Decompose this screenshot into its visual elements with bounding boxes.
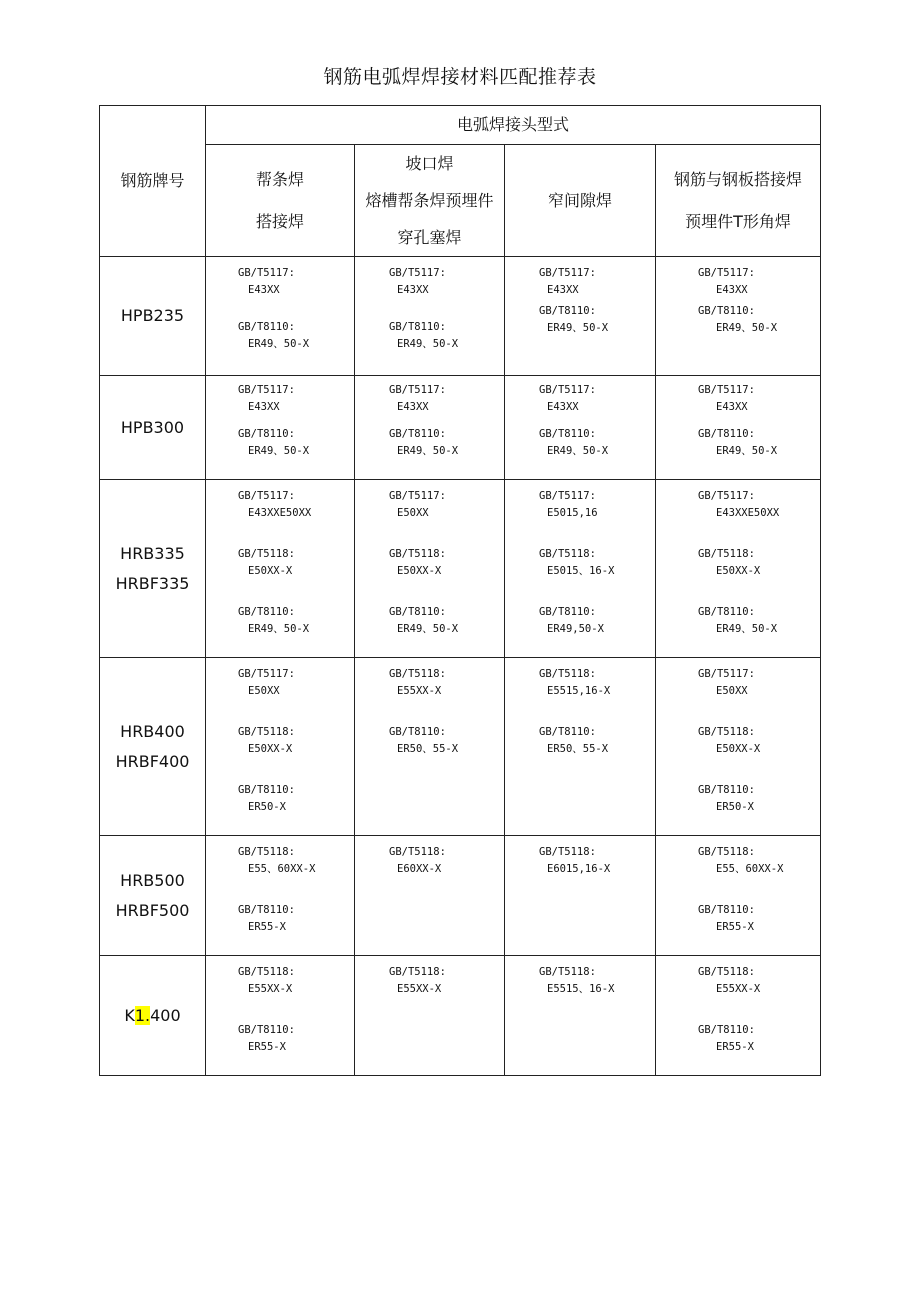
table-row: [100, 376, 821, 480]
material-grade: ER49、50-X: [248, 623, 310, 635]
material-entry: [505, 964, 614, 998]
material-cell: [656, 836, 821, 956]
material-grade: ER55-X: [248, 1041, 286, 1053]
material-entry: [206, 426, 309, 460]
material-entry: [355, 319, 458, 353]
material-grade: E5515,16-X: [547, 685, 611, 697]
material-entry: [656, 724, 760, 758]
standard-code: GB/T5118:: [698, 846, 755, 858]
joint-type-label: 窄间隙焊: [547, 190, 612, 210]
material-cell: [355, 658, 505, 836]
material-cell: [656, 956, 821, 1076]
standard-code: GB/T8110:: [389, 321, 446, 333]
material-entry: [355, 964, 446, 998]
material-grade: E43XXE50XX: [248, 507, 312, 519]
material-grade: ER49、50-X: [716, 623, 778, 635]
material-entry: [656, 265, 755, 299]
joint-type-group-label: 电弧焊接头型式: [457, 115, 570, 134]
table-row: [100, 257, 821, 376]
material-entry: [355, 382, 446, 416]
material-entry: [206, 1022, 295, 1056]
material-grade: E55、60XX-X: [716, 863, 784, 875]
material-entry: [355, 724, 458, 758]
standard-code: GB/T8110:: [698, 305, 755, 317]
page-title: 钢筋电弧焊焊接材料匹配推荐表: [323, 66, 597, 88]
standard-code: GB/T5117:: [698, 490, 755, 502]
material-grade: ER49、50-X: [547, 322, 609, 334]
standard-code: GB/T5117:: [389, 490, 446, 502]
standard-code: GB/T5118:: [389, 668, 446, 680]
material-grade: E50XX-X: [248, 743, 293, 755]
material-entry: [656, 604, 777, 638]
joint-type-label: 搭接焊: [255, 211, 304, 231]
material-grade: ER49、50-X: [248, 338, 310, 350]
standard-code: GB/T8110:: [389, 428, 446, 440]
standard-code: GB/T5118:: [539, 668, 596, 680]
standard-code: GB/T5118:: [539, 846, 596, 858]
standard-code: GB/T5118:: [238, 726, 295, 738]
material-grade: ER49、50-X: [397, 445, 459, 457]
material-entry: [355, 666, 446, 700]
material-entry: [656, 902, 755, 936]
material-entry: [656, 782, 755, 816]
standard-code: GB/T5118:: [238, 966, 295, 978]
material-entry: [206, 265, 295, 299]
grade-cell: [100, 658, 206, 836]
material-entry: [656, 303, 777, 337]
material-cell: [206, 836, 355, 956]
material-grade: ER55-X: [248, 921, 286, 933]
material-grade: ER49、50-X: [547, 445, 609, 457]
material-entry: [505, 382, 596, 416]
standard-code: GB/T5117:: [698, 668, 755, 680]
material-grade: E55XX-X: [248, 983, 293, 995]
material-grade: E43XX: [716, 284, 748, 296]
material-grade: E43XX: [248, 284, 280, 296]
material-entry: [505, 546, 614, 580]
material-grade: E43XX: [397, 401, 429, 413]
material-entry: [656, 382, 755, 416]
standard-code: GB/T8110:: [389, 726, 446, 738]
table-row: [100, 480, 821, 658]
joint-type-label: 熔槽帮条焊预埋件: [365, 191, 494, 210]
material-entry: [656, 1022, 755, 1056]
grade-column-header: [100, 106, 206, 257]
header-row: [100, 106, 821, 145]
material-cell: [206, 257, 355, 376]
standard-code: GB/T5117:: [389, 384, 446, 396]
standard-code: GB/T5117:: [539, 267, 596, 279]
material-grade: ER49、50-X: [397, 623, 459, 635]
material-cell: [355, 257, 505, 376]
standard-code: GB/T5118:: [389, 846, 446, 858]
material-grade: E55XX-X: [397, 685, 442, 697]
material-cell: [656, 376, 821, 480]
joint-type-label: 穿孔塞焊: [397, 228, 462, 247]
material-entry: [355, 488, 446, 522]
material-cell: [505, 480, 656, 658]
material-cell: [505, 658, 656, 836]
standard-code: GB/T8110:: [539, 428, 596, 440]
material-grade: E6015,16-X: [547, 863, 611, 875]
material-cell: [355, 480, 505, 658]
standard-code: GB/T5117:: [698, 384, 755, 396]
material-entry: [505, 488, 598, 522]
material-entry: [206, 546, 295, 580]
standard-code: GB/T8110:: [698, 606, 755, 618]
material-entry: [656, 844, 783, 878]
standard-code: GB/T5118:: [389, 966, 446, 978]
standard-code: GB/T8110:: [539, 726, 596, 738]
material-grade: E43XX: [397, 284, 429, 296]
material-cell: [206, 480, 355, 658]
material-grade: E43XXE50XX: [716, 507, 780, 519]
material-entry: [206, 724, 295, 758]
material-cell: [355, 956, 505, 1076]
standard-code: GB/T8110:: [539, 606, 596, 618]
standard-code: GB/T5118:: [698, 966, 755, 978]
table-row: [100, 836, 821, 956]
material-cell: [206, 956, 355, 1076]
material-grade: ER49、50-X: [716, 322, 778, 334]
material-grade: E50XX: [248, 685, 280, 697]
material-grade: E55XX-X: [716, 983, 761, 995]
material-entry: [206, 319, 309, 353]
material-cell: [355, 836, 505, 956]
material-grade: ER49、50-X: [716, 445, 778, 457]
grade-label: K1.400: [124, 1005, 181, 1025]
grade-label: HRBF335: [115, 573, 190, 593]
material-grade: ER55-X: [716, 1041, 754, 1053]
material-entry: [656, 546, 760, 580]
material-grade: E43XX: [547, 284, 579, 296]
material-cell: [505, 257, 656, 376]
grade-label: HRB335: [120, 543, 185, 563]
material-entry: [206, 844, 315, 878]
grade-label: HPB235: [120, 306, 185, 325]
material-grade: E50XX-X: [716, 565, 761, 577]
material-entry: [656, 488, 779, 522]
material-grade: E5015、16-X: [547, 565, 615, 577]
grade-cell: [100, 836, 206, 956]
material-entry: [505, 604, 604, 638]
joint-type-header: [656, 145, 821, 257]
material-grade: E50XX-X: [716, 743, 761, 755]
grade-label: HPB300: [120, 417, 185, 437]
material-grade: ER50、55-X: [397, 743, 459, 755]
header-row: [100, 145, 821, 257]
grade-cell: [100, 376, 206, 480]
material-cell: [505, 956, 656, 1076]
material-entry: [206, 604, 309, 638]
standard-code: GB/T5118:: [238, 548, 295, 560]
standard-code: GB/T8110:: [698, 904, 755, 916]
material-entry: [505, 724, 608, 758]
material-entry: [206, 964, 295, 998]
grade-cell: [100, 956, 206, 1076]
highlight-mark: 1.: [134, 1005, 151, 1025]
standard-code: GB/T8110:: [698, 784, 755, 796]
standard-code: GB/T8110:: [238, 784, 295, 796]
standard-code: GB/T5118:: [539, 548, 596, 560]
material-entry: [206, 902, 295, 936]
material-entry: [656, 964, 760, 998]
material-entry: [355, 604, 458, 638]
material-entry: [206, 666, 295, 700]
material-grade: E5515、16-X: [547, 983, 615, 995]
material-grade: E43XX: [716, 401, 748, 413]
material-grade: E5015,16: [547, 507, 598, 519]
standard-code: GB/T5117:: [539, 490, 596, 502]
material-cell: [505, 376, 656, 480]
standard-code: GB/T5117:: [238, 668, 295, 680]
grade-column-label: 钢筋牌号: [120, 171, 185, 190]
material-grade: ER49、50-X: [397, 338, 459, 350]
material-grade: E43XX: [248, 401, 280, 413]
material-grade: ER50、55-X: [547, 743, 609, 755]
grade-cell: [100, 480, 206, 658]
standard-code: GB/T5117:: [389, 267, 446, 279]
material-grade: E60XX-X: [397, 863, 442, 875]
standard-code: GB/T5117:: [698, 267, 755, 279]
table-row: [100, 956, 821, 1076]
standard-code: GB/T8110:: [238, 904, 295, 916]
material-entry: [505, 844, 610, 878]
standard-code: GB/T8110:: [238, 1024, 295, 1036]
material-grade: E50XX: [397, 507, 429, 519]
material-entry: [505, 265, 596, 299]
standard-code: GB/T8110:: [389, 606, 446, 618]
material-grade: E43XX: [547, 401, 579, 413]
material-entry: [355, 265, 446, 299]
standard-code: GB/T5117:: [238, 267, 295, 279]
material-grade: E50XX-X: [248, 565, 293, 577]
material-grade: ER49,50-X: [547, 623, 604, 635]
material-entry: [355, 844, 446, 878]
material-grade: ER50-X: [248, 801, 286, 813]
welding-material-table: [99, 105, 821, 1076]
standard-code: GB/T5118:: [238, 846, 295, 858]
standard-code: GB/T5118:: [698, 548, 755, 560]
material-grade: ER55-X: [716, 921, 754, 933]
material-entry: [206, 382, 295, 416]
standard-code: GB/T8110:: [238, 321, 295, 333]
standard-code: GB/T5117:: [238, 490, 295, 502]
material-cell: [656, 658, 821, 836]
material-grade: E55、60XX-X: [248, 863, 316, 875]
material-cell: [355, 376, 505, 480]
standard-code: GB/T8110:: [698, 1024, 755, 1036]
material-entry: [656, 666, 755, 700]
material-cell: [656, 257, 821, 376]
material-entry: [505, 666, 610, 700]
joint-type-label: 坡口焊: [405, 154, 454, 173]
grade-label: HRB500: [120, 870, 185, 890]
material-cell: [505, 836, 656, 956]
grade-cell: [100, 257, 206, 376]
material-entry: [505, 303, 608, 337]
material-cell: [206, 658, 355, 836]
material-entry: [206, 782, 295, 816]
material-entry: [355, 546, 446, 580]
standard-code: GB/T5118:: [698, 726, 755, 738]
joint-type-group-header: [206, 106, 821, 145]
standard-code: GB/T8110:: [238, 428, 295, 440]
material-entry: [505, 426, 608, 460]
joint-type-header: [355, 145, 505, 257]
grade-label: HRBF500: [115, 900, 190, 920]
grade-label: HRB400: [120, 721, 185, 741]
standard-code: GB/T5118:: [539, 966, 596, 978]
standard-code: GB/T5117:: [539, 384, 596, 396]
material-entry: [656, 426, 777, 460]
standard-code: GB/T5117:: [238, 384, 295, 396]
joint-type-label: 钢筋与钢板搭接焊: [674, 169, 803, 189]
material-cell: [656, 480, 821, 658]
material-grade: E55XX-X: [397, 983, 442, 995]
material-entry: [206, 488, 311, 522]
material-grade: E50XX-X: [397, 565, 442, 577]
material-grade: E50XX: [716, 685, 748, 697]
joint-type-header: [505, 145, 656, 257]
standard-code: GB/T8110:: [539, 305, 596, 317]
joint-type-header: [206, 145, 355, 257]
joint-type-label: 帮条焊: [255, 169, 304, 189]
standard-code: GB/T8110:: [698, 428, 755, 440]
standard-code: GB/T5118:: [389, 548, 446, 560]
material-grade: ER49、50-X: [248, 445, 310, 457]
table-row: [100, 658, 821, 836]
material-cell: [206, 376, 355, 480]
grade-label: HRBF400: [115, 751, 190, 771]
joint-type-label: 预埋件T形角焊: [685, 211, 791, 231]
standard-code: GB/T8110:: [238, 606, 295, 618]
material-entry: [355, 426, 458, 460]
material-grade: ER50-X: [716, 801, 754, 813]
